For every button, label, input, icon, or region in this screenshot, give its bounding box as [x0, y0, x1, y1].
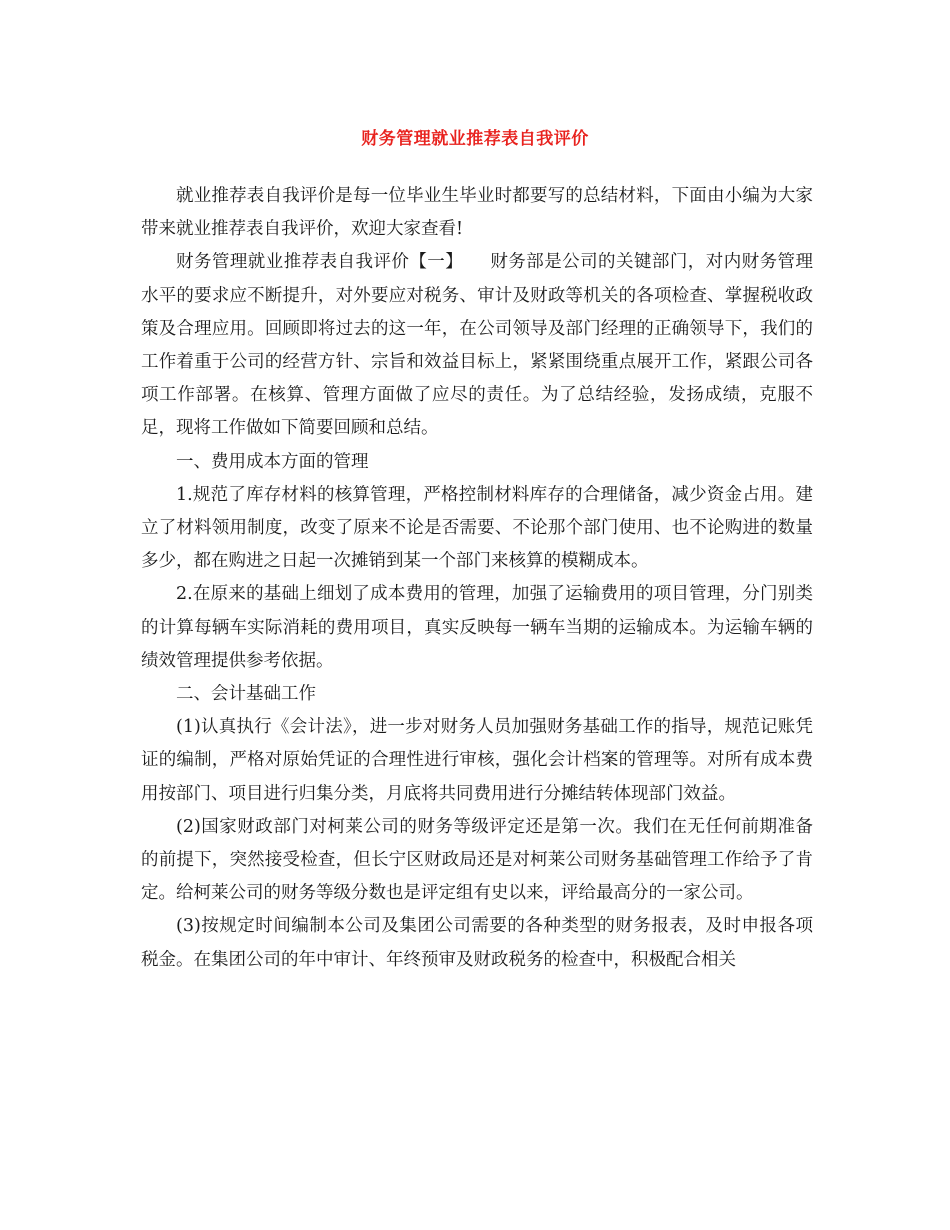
paragraph-evaluation-one: 财务管理就业推荐表自我评价【一】 财务部是公司的关键部门，对内财务管理水平的要求应不断提升，对外要应对税务、审计及财政等机关的各项检查、掌握税收政策及合理应用。回顾即将过去的这一年，在公司领导及部门经理的正确领导下，我们的工作着重于公司的经营方针、宗旨和效益目标上，紧紧围绕重点展开工作，紧跟公司各项工作部署。在核算、管理方面做了应尽的责任。为了总结经验，发扬成绩，克服不足，现将工作做如下简要回顾和总结。 — [141, 252, 813, 439]
paragraph-intro: 就业推荐表自我评价是每一位毕业生毕业时都要写的总结材料，下面由小编为大家带来就业推荐表自我评价，欢迎大家查看! — [141, 186, 813, 240]
paragraph-point-2: (2)国家财政部门对柯莱公司的财务等级评定还是第一次。我们在无任何前期准备的前提下，突然接受检查，但长宁区财政局还是对柯莱公司财务基础管理工作给予了肯定。给柯莱公司的财务等级分数也是评定组有史以来，评给最高分的一家公司。 — [141, 816, 813, 904]
section-heading-cost-management: 一、费用成本方面的管理 — [176, 451, 369, 472]
paragraph-point-3: (3)按规定时间编制本公司及集团公司需要的各种类型的财务报表，及时申报各项税金。在集团公司的年中审计、年终预审及财政税务的检查中，积极配合相关 — [141, 916, 813, 970]
section-heading-accounting-basics: 二、会计基础工作 — [176, 684, 316, 705]
document-title: 财务管理就业推荐表自我评价 — [361, 129, 589, 149]
paragraph-item-1: 1.规范了库存材料的核算管理，严格控制材料库存的合理储备，减少资金占用。建立了材料领用制度，改变了原来不论是否需要、不论那个部门使用、也不论购进的数量多少，都在购进之日起一次摊销到某一个部门来核算的模糊成本。 — [141, 484, 813, 572]
paragraph-item-2: 2.在原来的基础上细划了成本费用的管理，加强了运输费用的项目管理，分门别类的计算每辆车实际消耗的费用项目，真实反映每一辆车当期的运输成本。为运输车辆的绩效管理提供参考依据。 — [141, 584, 813, 671]
paragraph-point-1: (1)认真执行《会计法》，进一步对财务人员加强财务基础工作的指导，规范记账凭证的编制，严格对原始凭证的合理性进行审核，强化会计档案的管理等。对所有成本费用按部门、项目进行归集分类，月底将共同费用进行分摊结转体现部门效益。 — [141, 717, 813, 804]
document-body — [141, 180, 813, 977]
